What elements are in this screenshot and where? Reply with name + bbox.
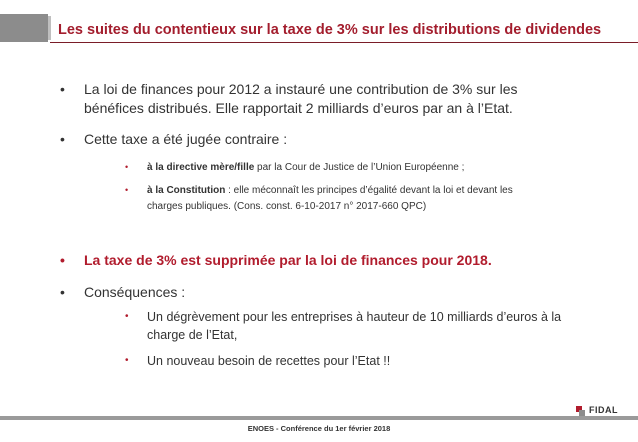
bullet-marker: • — [60, 131, 65, 147]
footer-band — [0, 416, 638, 420]
sub-bullet-2-1-rest: par la Cour de Justice de l’Union Européenne ; — [254, 162, 465, 173]
sub-bullet-2-1-bold: à la directive mère/fille — [147, 162, 255, 173]
title-underline — [50, 42, 638, 43]
sub-bullet-4-2-line-1: Un nouveau besoin de recettes pour l’Etat !! — [147, 354, 391, 368]
sub-bullet-2-2-line-2: charges publiques. (Cons. const. 6-10-2017 n° 2017-660 QPC) — [147, 201, 427, 212]
sub-bullet-2-2-bold: à la Constitution — [147, 185, 226, 196]
bullet-1-line-1: La loi de finances pour 2012 a instauré une contribution de 3% sur les — [84, 81, 518, 97]
sub-bullet-marker: • — [125, 311, 129, 322]
bullet-marker: • — [60, 81, 65, 97]
sub-bullet-4-1-line-1: Un dégrèvement pour les entreprises à hauteur de 10 milliards d’euros à la — [147, 310, 562, 324]
sub-bullet-2-2-text — [147, 183, 513, 198]
sub-bullet-marker: • — [125, 162, 129, 172]
bullet-marker: • — [60, 284, 65, 300]
bullet-2-line-1: Cette taxe a été jugée contraire : — [84, 131, 288, 147]
slide-title: Les suites du contentieux sur la taxe de 3% sur les distributions de dividendes — [58, 22, 602, 38]
bullet-3-line-1: La taxe de 3% est supprimée par la loi de finances pour 2018. — [84, 252, 492, 268]
bullet-1-line-2: bénéfices distribués. Elle rapportait 2 milliards d’euros par an à l’Etat. — [84, 100, 513, 116]
bullet-marker: • — [60, 252, 65, 268]
title-accent-block — [0, 14, 48, 42]
sub-bullet-4-1-line-2: charge de l’Etat, — [147, 328, 238, 342]
sub-bullet-marker: • — [125, 185, 129, 195]
sub-bullet-2-1-text — [147, 160, 464, 175]
sub-bullet-2-2-rest: : elle méconnaît les principes d’égalité devant la loi et devant les — [225, 185, 513, 196]
sub-bullet-marker: • — [125, 355, 129, 366]
bullet-4-line-1: Conséquences : — [84, 284, 186, 300]
title-accent-stripe — [48, 16, 51, 40]
logo-text: FIDAL — [589, 405, 618, 415]
footer-text: ENOES - Conférence du 1er février 2018 — [247, 424, 391, 433]
title-bar — [0, 0, 638, 44]
